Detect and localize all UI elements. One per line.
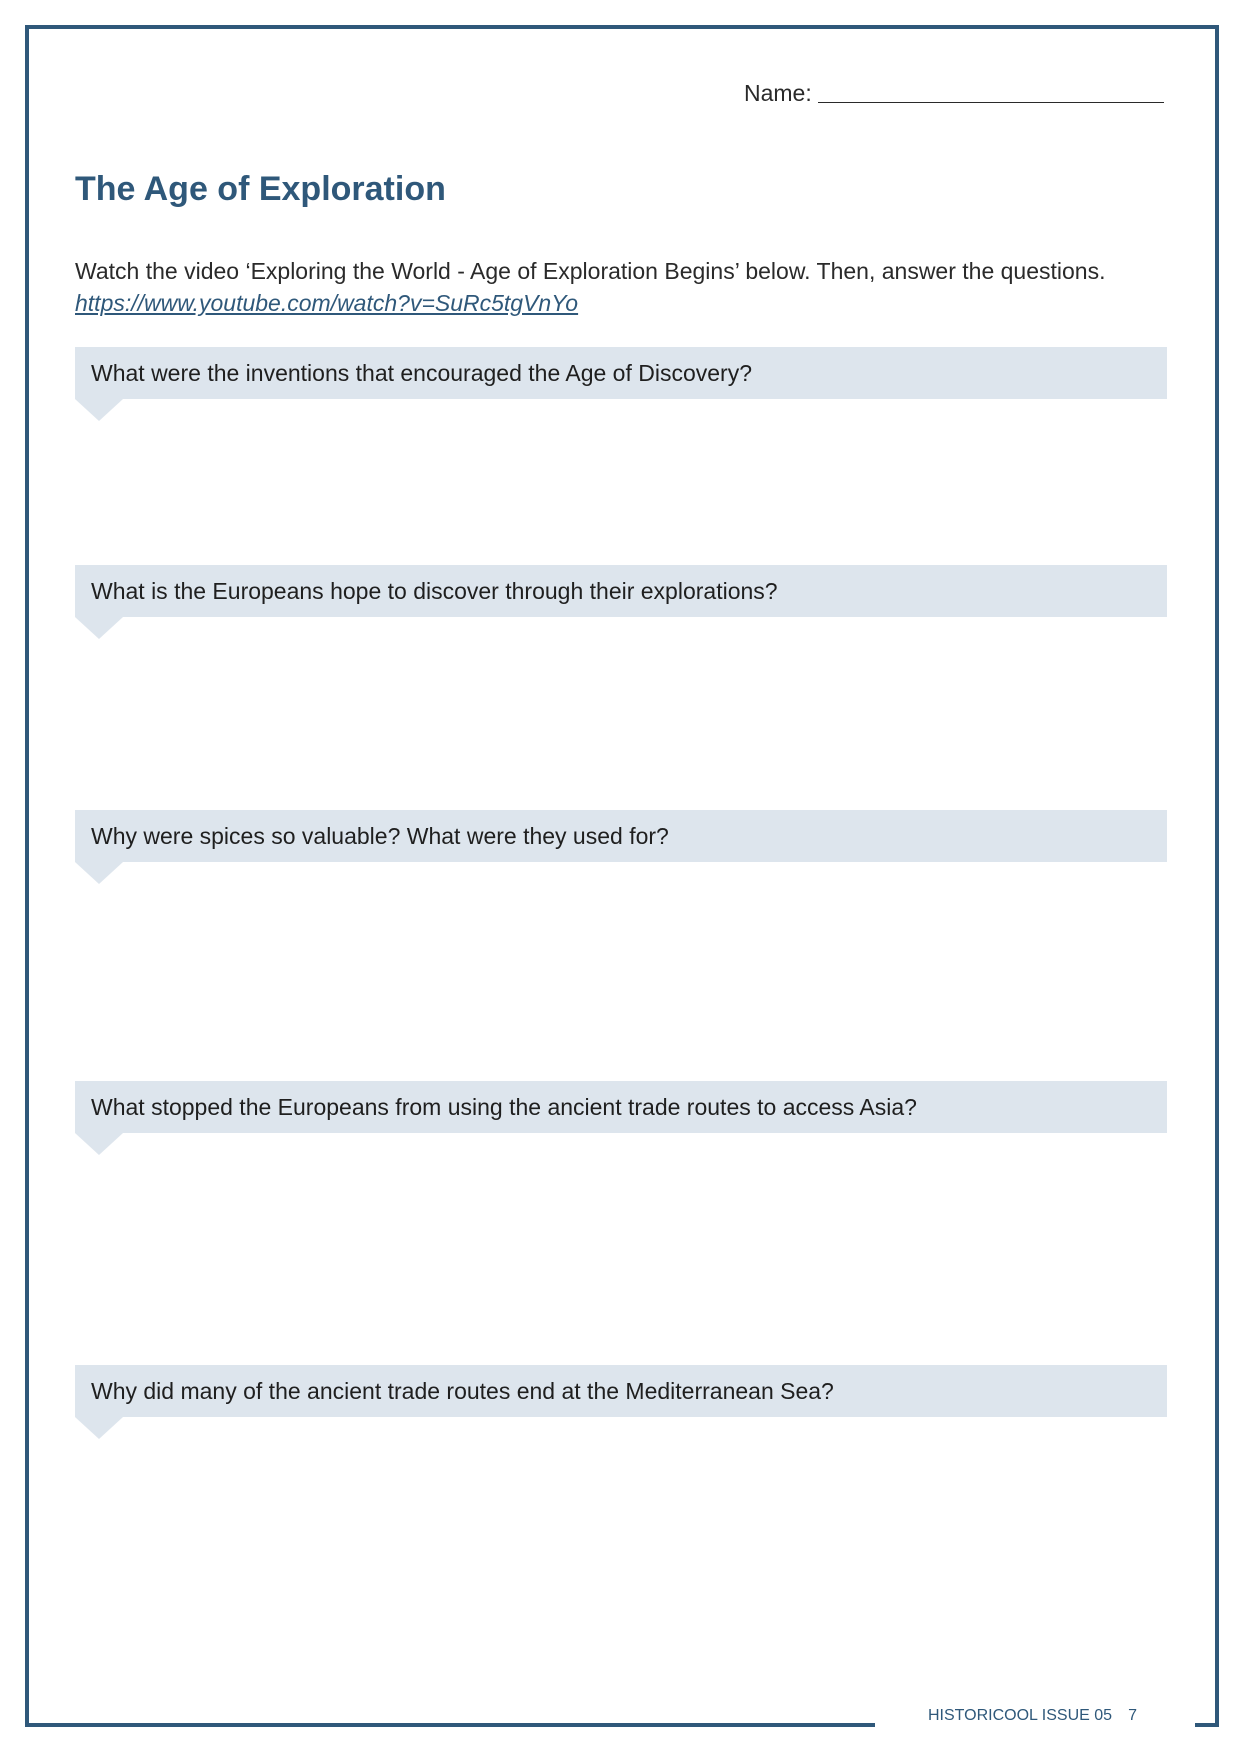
- question-pointer: [75, 862, 123, 884]
- page-border-right: [1215, 25, 1219, 1727]
- video-link[interactable]: https://www.youtube.com/watch?v=SuRc5tgVnYo: [75, 290, 579, 316]
- question-5: [75, 1365, 1167, 1417]
- question-text: What is the Europeans hope to discover through their explorations?: [91, 577, 778, 604]
- question-pointer: [75, 1133, 123, 1155]
- question-1: [75, 347, 1167, 399]
- question-pointer: [75, 399, 123, 421]
- name-label: Name:: [744, 80, 812, 106]
- name-blank-line[interactable]: [818, 101, 1164, 103]
- question-pointer: [75, 1417, 123, 1439]
- question-text: Why were spices so valuable? What were they used for?: [91, 822, 669, 849]
- instructions: [75, 255, 1175, 319]
- page-number: 7: [1128, 1707, 1137, 1724]
- question-text: What stopped the Europeans from using the ancient trade routes to access Asia?: [91, 1093, 917, 1120]
- page-border-left: [25, 25, 29, 1727]
- question-text: What were the inventions that encouraged the Age of Discovery?: [91, 359, 753, 386]
- page-border-top: [25, 25, 1219, 29]
- page-title: The Age of Exploration: [75, 170, 446, 208]
- question-text: Why did many of the ancient trade routes end at the Mediterranean Sea?: [91, 1377, 834, 1404]
- question-2: [75, 565, 1167, 617]
- question-pointer: [75, 617, 123, 639]
- page-footer: [928, 1707, 1137, 1725]
- publication-name: HISTORICOOL ISSUE 05: [928, 1707, 1113, 1724]
- question-4: [75, 1081, 1167, 1133]
- page-border-bottom-end: [1195, 1723, 1219, 1727]
- question-3: [75, 810, 1167, 862]
- instructions-text: Watch the video ‘Exploring the World - Age of Exploration Begins’ below. Then, answer the questions.: [75, 258, 1106, 284]
- page-border-bottom: [25, 1723, 875, 1727]
- name-field: [744, 80, 1164, 107]
